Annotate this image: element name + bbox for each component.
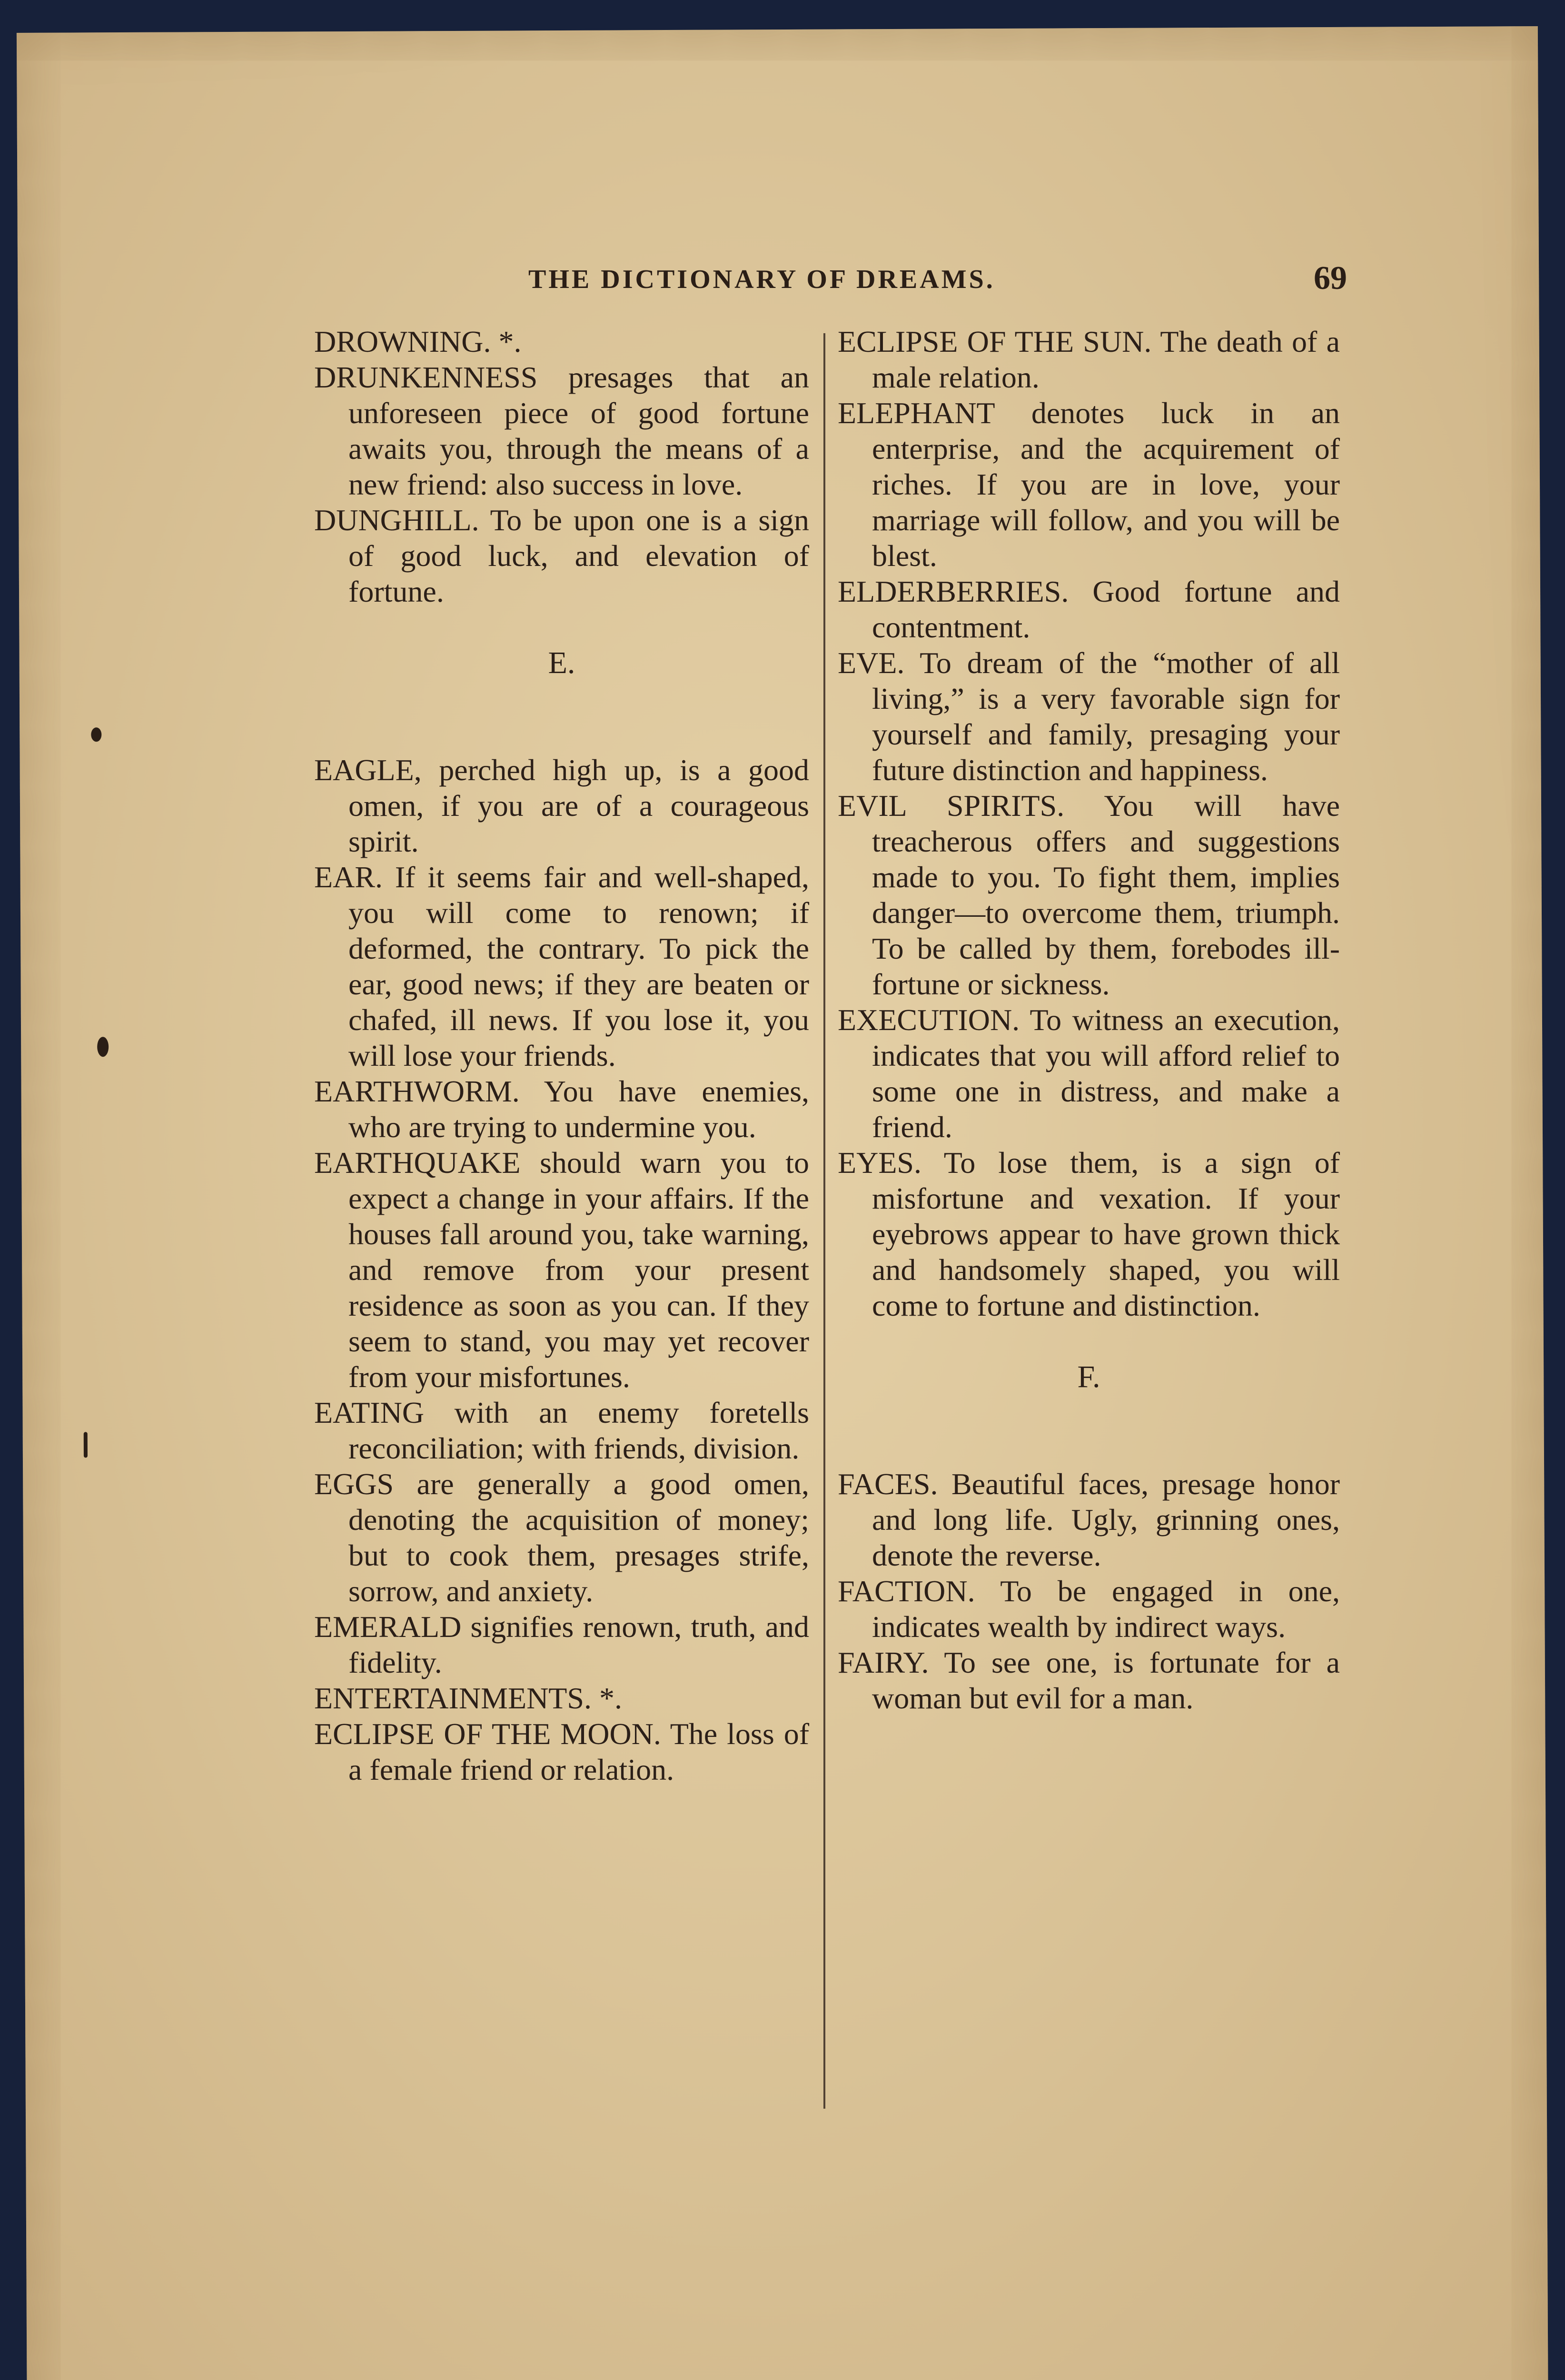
dictionary-entry: DROWNING. *. [314, 325, 522, 358]
dictionary-entry: DRUNKENNESS presages that an unforeseen piece of good fortune awaits you, through the means of a new friend: also success in love. [314, 360, 809, 501]
page-number: 69 [1314, 260, 1347, 297]
dictionary-entry: ELEPHANT denotes luck in an enterprise, and the acquirement of riches. If you are in love, your marriage will follow, and you will be blest. [838, 396, 1340, 573]
dictionary-entry: FACTION. To be engaged in one, indicates wealth by indirect ways. [838, 1574, 1340, 1644]
column-divider [823, 333, 825, 2109]
dictionary-entry: EGGS are generally a good omen, denoting the acquisition of money; but to cook them, presages strife, sorrow, and anxiety. [314, 1467, 809, 1608]
dictionary-entry: EAGLE, perched high up, is a good omen, if you are of a courageous spirit. [314, 753, 809, 858]
dictionary-entry: ENTERTAINMENTS. *. [314, 1681, 622, 1715]
dictionary-entry: EARTHQUAKE should warn you to expect a change in your affairs. If the houses fall around you, take warning, and remove from your present residence as soon as you can. If they seem to stand, you may yet recover from your misfortunes. [314, 1146, 809, 1394]
section-letter-e: E. [548, 645, 575, 680]
dictionary-entry: DUNGHILL. To be upon one is a sign of good luck, and elevation of fortune. [314, 503, 809, 608]
ink-speck [91, 727, 101, 742]
dictionary-entry: EVE. To dream of the “mother of all living,” is a very favorable sign for yourself and family, presaging your future distinction and happiness. [838, 646, 1340, 787]
dictionary-entry: EARTHWORM. You have enemies, who are trying to undermine you. [314, 1074, 809, 1144]
dictionary-entry: FACES. Beautiful faces, presage honor and long life. Ugly, grinning ones, denote the reverse. [838, 1467, 1340, 1572]
dictionary-entry: EVIL SPIRITS. You will have treacherous offers and suggestions made to you. To fight them, implies danger—to overcome them, triumph. To be called by them, forebodes ill-fortune or sickness. [838, 789, 1340, 1001]
dictionary-entry: ECLIPSE OF THE MOON. The loss of a female friend or relation. [314, 1717, 809, 1786]
right-column [838, 324, 1340, 1716]
dictionary-entry: FAIRY. To see one, is fortunate for a woman but evil for a man. [838, 1646, 1340, 1715]
dictionary-entry: EYES. To lose them, is a sign of misfortune and vexation. If your eyebrows appear to have grown thick and handsomely shaped, you will come to fortune and distinction. [838, 1146, 1340, 1322]
left-column [314, 324, 809, 1787]
dictionary-entry: ELDERBERRIES. Good fortune and contentment. [838, 575, 1340, 644]
dictionary-entry: EMERALD signifies renown, truth, and fidelity. [314, 1610, 809, 1679]
ink-speck [84, 1432, 88, 1458]
section-letter-f: F. [1077, 1359, 1100, 1394]
page-header [528, 260, 1347, 297]
ink-speck [97, 1037, 109, 1057]
dictionary-entry: ECLIPSE OF THE SUN. The death of a male relation. [838, 325, 1340, 394]
running-title: THE DICTIONARY OF DREAMS. [528, 265, 995, 294]
dictionary-entry: EATING with an enemy foretells reconciliation; with friends, division. [314, 1396, 809, 1465]
dictionary-entry: EXECUTION. To witness an execution, indicates that you will afford relief to some one in distress, and make a friend. [838, 1003, 1340, 1144]
dictionary-entry: EAR. If it seems fair and well-shaped, you will come to renown; if deformed, the contrary. To pick the ear, good news; if they are beaten or chafed, ill news. If you lose it, you will lose your friends. [314, 860, 809, 1072]
